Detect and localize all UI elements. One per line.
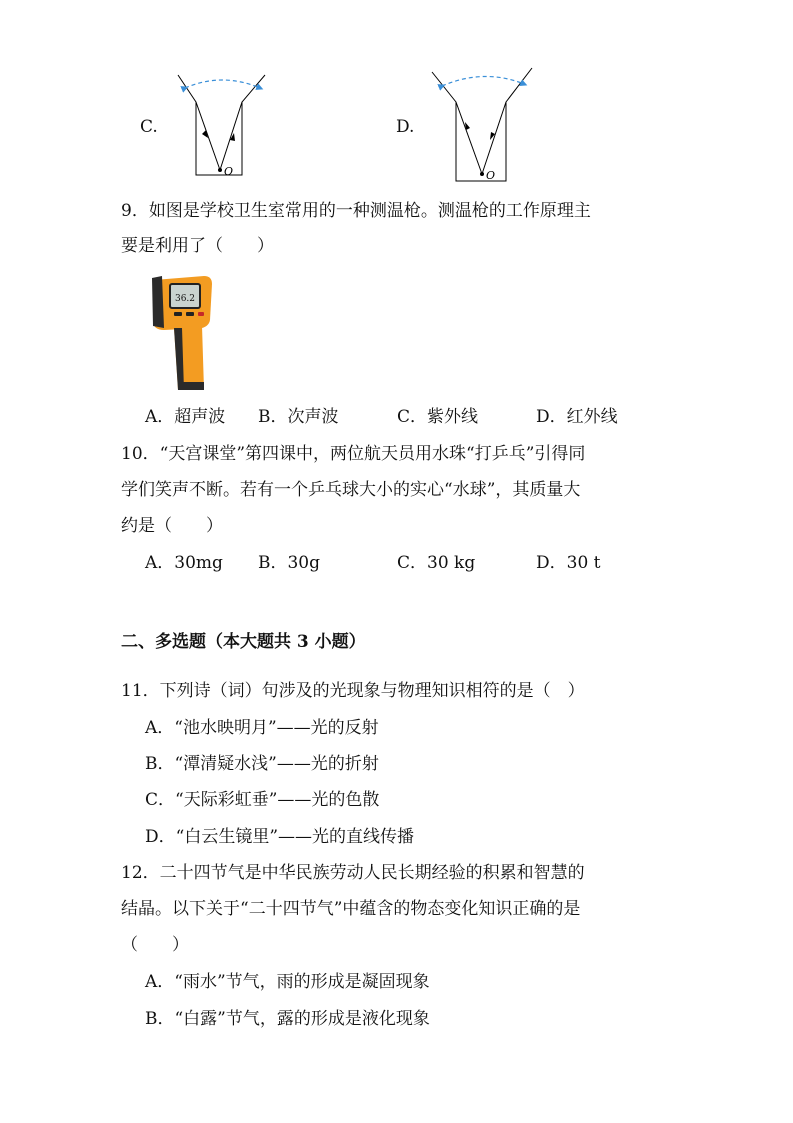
q10-option-d: D．30 t <box>536 553 601 573</box>
q9-stem-line2: 要是利用了（ ） <box>121 236 274 256</box>
infrared-thermometer-image <box>144 272 216 394</box>
q9-stem-line1: 9．如图是学校卫生室常用的一种测温枪。测温枪的工作原理主 <box>121 201 591 221</box>
q11-stem: 11．下列诗（词）句涉及的光现象与物理知识相符的是（ ） <box>121 681 585 701</box>
q10-option-a: A．30mg <box>145 553 223 573</box>
q10-stem-line1: 10．“天宫课堂”第四课中，两位航天员用水珠“打乒乓”引得同 <box>121 444 586 464</box>
q11-option-c: C．“天际彩虹垂”——光的色散 <box>145 790 380 810</box>
q12-option-a: A．“雨水”节气，雨的形成是凝固现象 <box>145 972 430 992</box>
q11-option-a: A．“池水映明月”——光的反射 <box>145 718 379 738</box>
q9-option-b: B．次声波 <box>258 407 339 427</box>
option-c-label: C. <box>140 117 158 137</box>
figure-d-diagram <box>428 66 538 186</box>
q9-option-c: C．紫外线 <box>397 407 479 427</box>
point-o-label-c: O <box>224 165 234 178</box>
q10-stem-line3: 约是（ ） <box>121 516 223 536</box>
q12-stem-line1: 12．二十四节气是中华民族劳动人民长期经验的积累和智慧的 <box>121 863 585 883</box>
q9-option-a: A．超声波 <box>145 407 226 427</box>
thermometer-reading: 36.2 <box>174 294 196 304</box>
q10-option-b: B．30g <box>258 553 321 573</box>
point-o-label-d: O <box>486 169 496 182</box>
option-d-label: D. <box>396 117 415 137</box>
q10-option-c: C．30 kg <box>397 553 476 573</box>
q12-option-b: B．“白露”节气，露的形成是液化现象 <box>145 1009 430 1029</box>
q11-option-d: D．“白云生镜里”——光的直线传播 <box>145 827 415 847</box>
q9-option-d: D．红外线 <box>536 407 618 427</box>
q11-option-b: B．“潭清疑水浅”——光的折射 <box>145 754 379 774</box>
q10-stem-line2: 学们笑声不断。若有一个乒乓球大小的实心“水球”，其质量大 <box>121 480 581 500</box>
q12-stem-line3: （ ） <box>121 935 189 955</box>
q12-stem-line2: 结晶。以下关于“二十四节气”中蕴含的物态变化知识正确的是 <box>121 899 581 919</box>
figure-c-diagram <box>170 70 270 180</box>
section-title: 二、多选题（本大题共 3 小题） <box>121 632 366 652</box>
